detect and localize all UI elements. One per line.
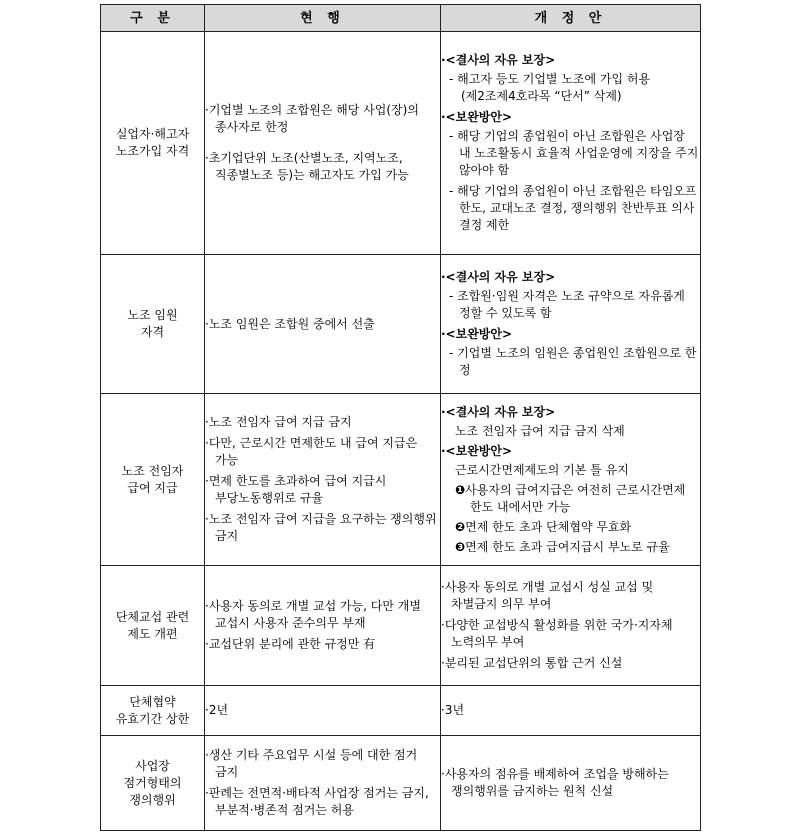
row-category: 단체협약 유효기간 상한	[101, 686, 205, 736]
row-category: 실업자·해고자 노조가입 자격	[101, 32, 205, 255]
row-category: 단체교섭 관련 제도 개편	[101, 566, 205, 686]
row-revised: ·사용자 동의로 개별 교섭시 성실 교섭 및 차별금지 의무 부여 ·다양한 교섭방식 활성화를 위한 국가·지자체 노력의무 부여 ·분리된 교섭단위의 통합 근거 신설	[441, 566, 701, 686]
row-revised: ·<결사의 자유 보장> 노조 전임자 급여 지급 금지 삭제 ·<보완방안> 근로시간면제제도의 기본 틀 유지 ❶사용자의 급여지급은 여전히 근로시간면제 한도 내에서만 가능 ❷면제 한도 초과 단체협약 무효화 ❸면제 한도 초과 급여지급시 부노로 규율	[441, 394, 701, 566]
row-current: ·2년	[205, 686, 441, 736]
row-category: 노조 전임자 급여 지급	[101, 394, 205, 566]
numbered-item: ❶사용자의 급여지급은 여전히 근로시간면제 한도 내에서만 가능	[455, 482, 686, 514]
table-row	[101, 736, 701, 831]
row-current: ·사용자 동의로 개별 교섭 가능, 다만 개별 교섭시 사용자 준수의무 부재 ·교섭단위 분리에 관한 규정만 有	[205, 566, 441, 686]
table-row	[101, 32, 701, 255]
header-row	[101, 5, 701, 32]
table-row	[101, 255, 701, 394]
comparison-table	[100, 4, 701, 831]
row-current: ·기업별 노조의 조합원은 해당 사업(장)의 종사자로 한정 ·초기업단위 노조(산별노조, 지역노조, 직종별노조 등)는 해고자도 가입 가능	[205, 32, 441, 255]
header-current: 현 행	[205, 5, 441, 32]
table-row	[101, 394, 701, 566]
row-category: 사업장 점거형태의 쟁의행위	[101, 736, 205, 831]
row-revised: ·사용자의 점유를 배제하여 조업을 방해하는 쟁의행위를 금지하는 원칙 신설	[441, 736, 701, 831]
row-current: ·노조 전임자 급여 지급 금지 ·다만, 근로시간 면제한도 내 급여 지급은 가능 ·면제 한도를 초과하여 급여 지급시 부당노동행위로 규율 ·노조 전임자 급여 지급을 요구하는 쟁의행위 금지	[205, 394, 441, 566]
table-row	[101, 566, 701, 686]
row-revised: ·<결사의 자유 보장> - 조합원·임원 자격은 노조 규약으로 자유롭게 정할 수 있도록 함 ·<보완방안> - 기업별 노조의 임원은 종업원인 조합원으로 한정	[441, 255, 701, 394]
table-row	[101, 686, 701, 736]
numbered-item: ❷면제 한도 초과 단체협약 무효화	[455, 519, 632, 534]
row-revised: ·3년	[441, 686, 701, 736]
row-revised: ·<결사의 자유 보장> - 해고자 등도 기업별 노조에 가입 허용 (제2조제4호라목 “단서” 삭제) ·<보완방안> - 해당 기업의 종업원이 아닌 조합원은 사업장 내 노조활동시 효율적 사업운영에 지장을 주지 않아야 함 - 해당 기업의 종업원이 아닌 조합원은 타임오프 한도, 교대노조 결정, 쟁의행위 찬반투표 의사결정 제한	[441, 32, 701, 255]
row-current: ·노조 임원은 조합원 중에서 선출	[205, 255, 441, 394]
row-current: ·생산 기타 주요업무 시설 등에 대한 점거 금지 ·판례는 전면적·배타적 사업장 점거는 금지, 부분적·병존적 점거는 허용	[205, 736, 441, 831]
row-category: 노조 임원 자격	[101, 255, 205, 394]
header-category: 구 분	[101, 5, 205, 32]
numbered-item: ❸면제 한도 초과 급여지급시 부노로 규율	[455, 539, 670, 554]
header-revised: 개 정 안	[441, 5, 701, 32]
